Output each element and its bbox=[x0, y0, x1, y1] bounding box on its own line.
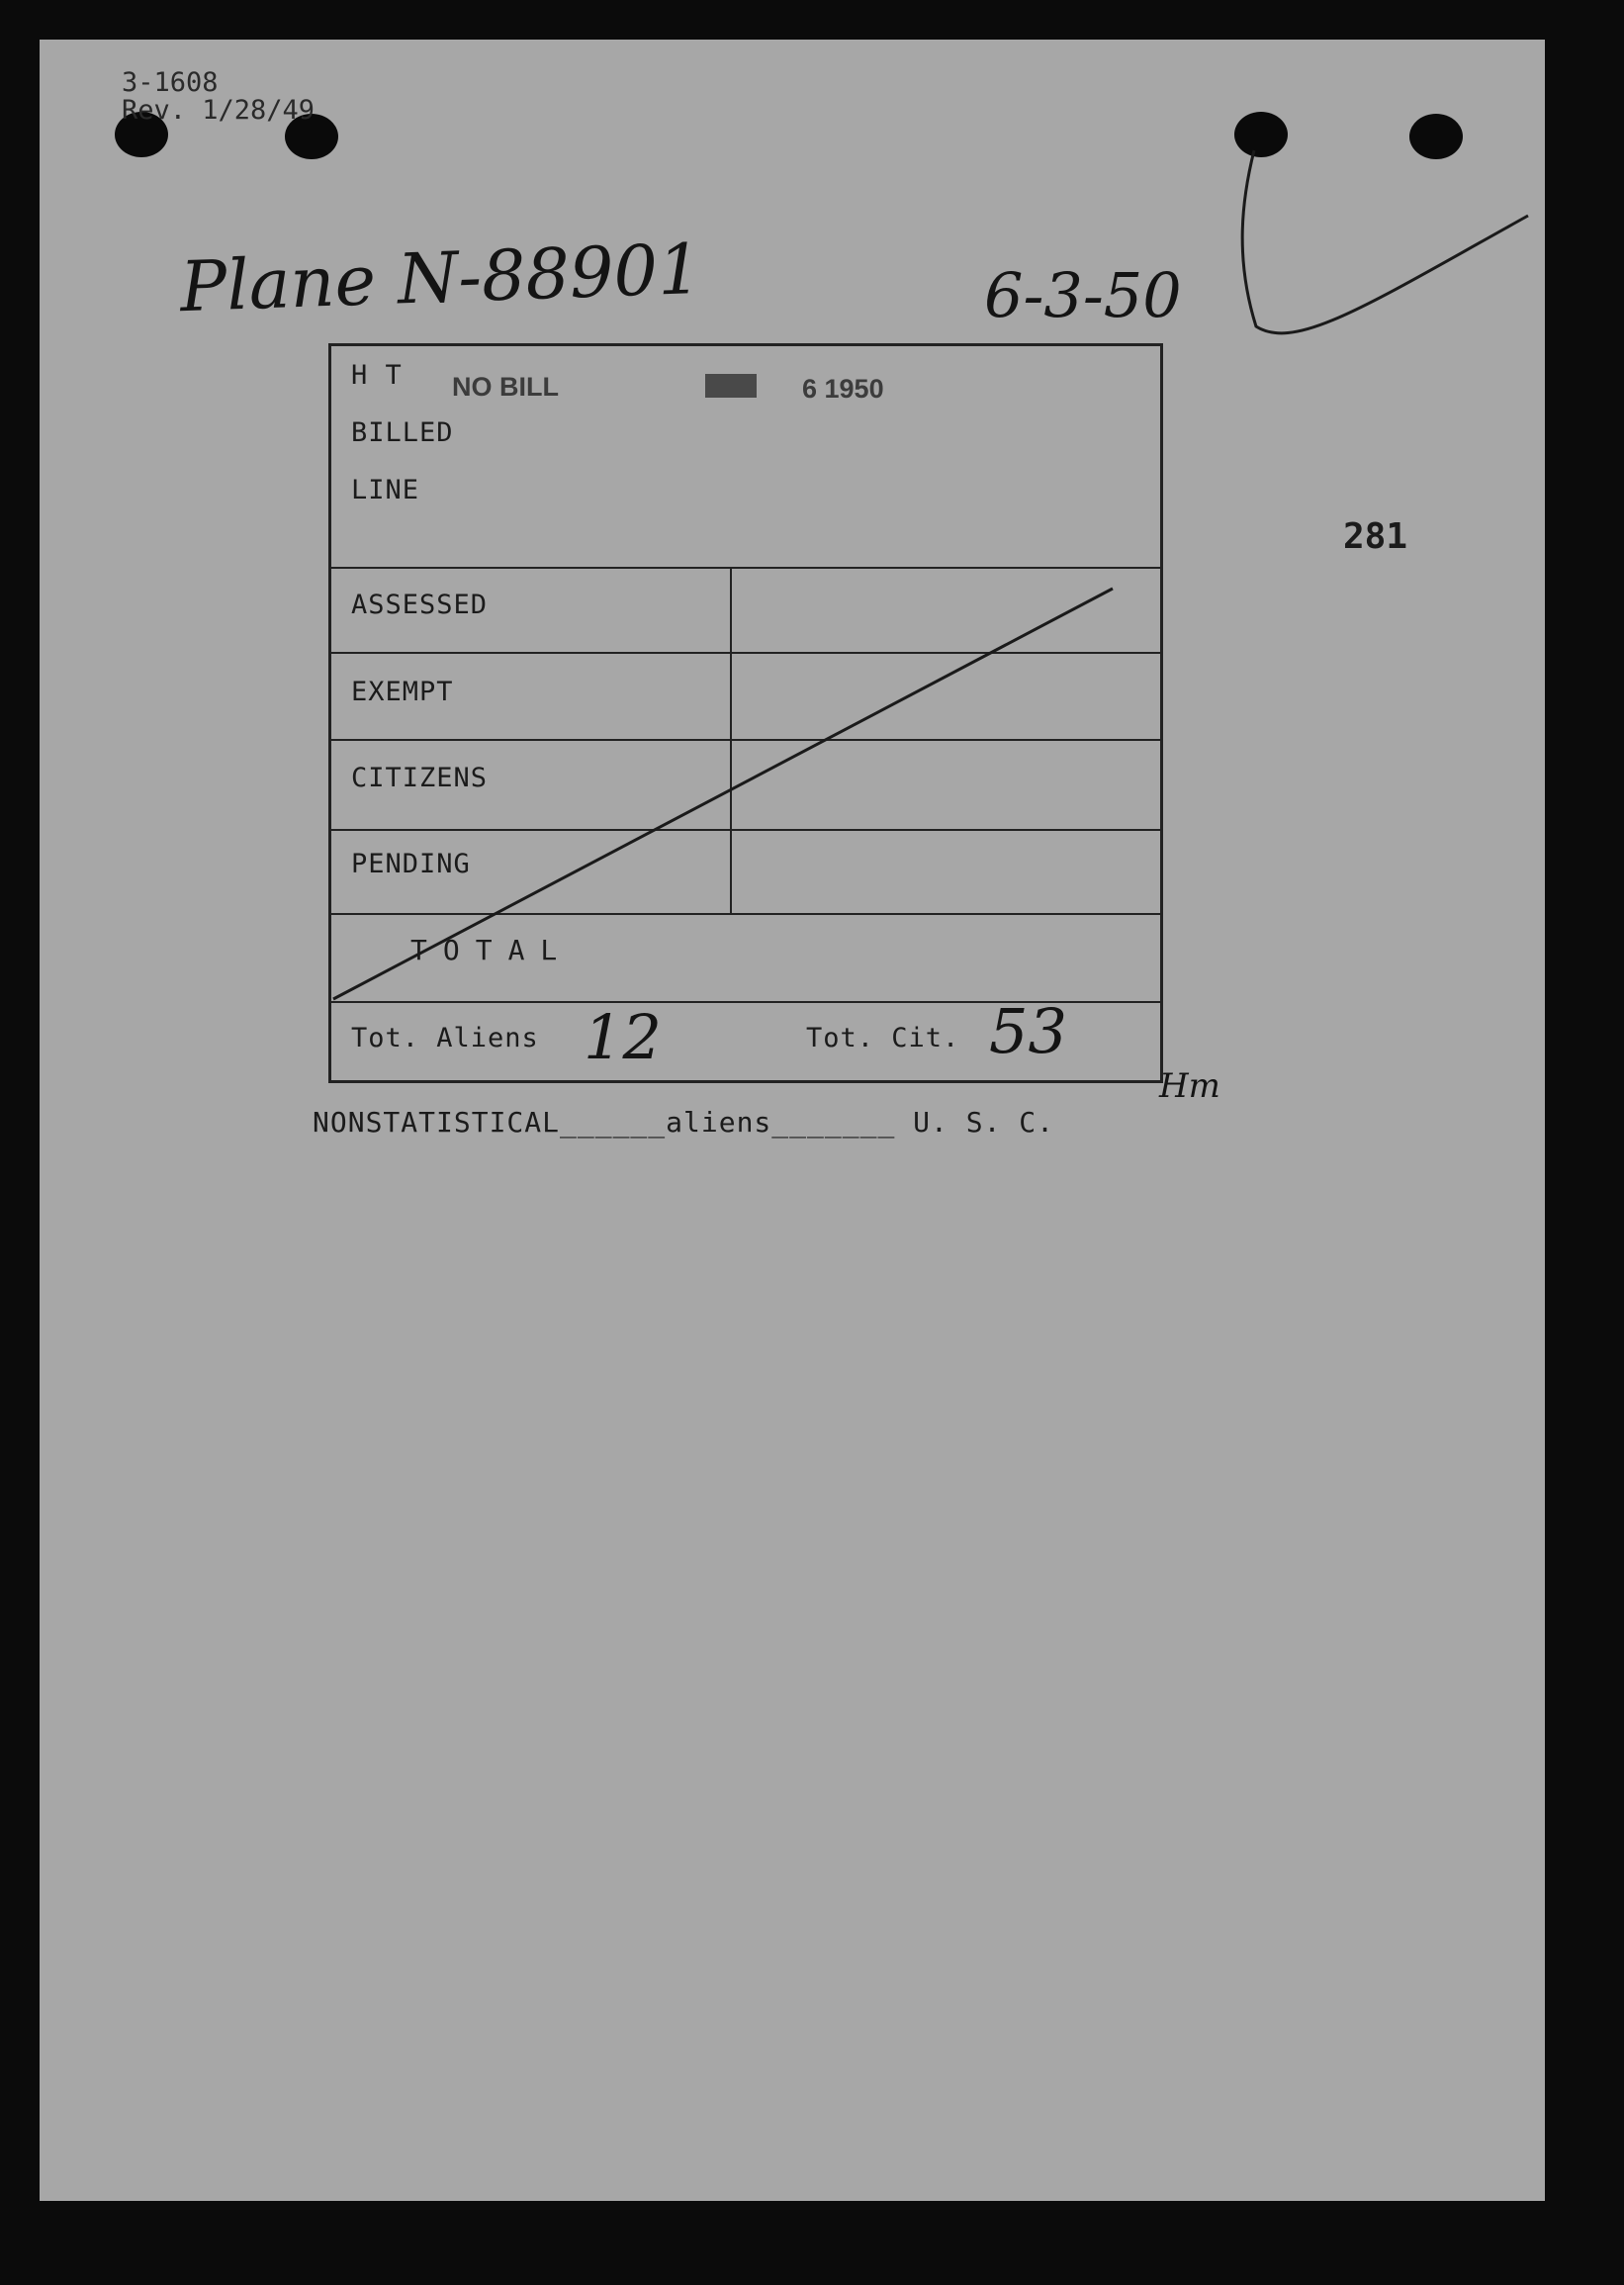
page-number: 281 bbox=[1343, 516, 1408, 557]
billed-label: BILLED bbox=[351, 417, 454, 448]
assessed-label: ASSESSED bbox=[351, 590, 489, 620]
exempt-label: EXEMPT bbox=[351, 677, 454, 707]
no-bill-stamp: NO BILL bbox=[452, 372, 559, 402]
tally-form bbox=[328, 343, 1163, 1083]
form-code: 3-1608 bbox=[122, 67, 219, 98]
form-revision: Rev. 1/28/49 bbox=[122, 95, 316, 126]
pen-stroke-corner bbox=[1226, 138, 1543, 346]
handwritten-aliens-total: 12 bbox=[584, 1001, 662, 1073]
date-stamp: 6 1950 bbox=[802, 374, 884, 404]
citizens-label: CITIZENS bbox=[351, 763, 489, 793]
tot-cit-label: Tot. Cit. bbox=[806, 1023, 960, 1053]
handwritten-initials: Hm bbox=[1159, 1066, 1220, 1106]
ht-label: H T bbox=[351, 360, 403, 391]
handwritten-date: 6-3-50 bbox=[984, 259, 1182, 331]
tot-aliens-label: Tot. Aliens bbox=[351, 1023, 539, 1053]
total-label: TOTAL bbox=[410, 934, 574, 966]
handwritten-plane-number: Plane N-88901 bbox=[178, 228, 703, 328]
strike-through-line bbox=[331, 346, 1166, 1086]
pending-label: PENDING bbox=[351, 849, 471, 879]
line-label: LINE bbox=[351, 475, 420, 505]
nonstatistical-line: NONSTATISTICAL______aliens_______ U. S. C. bbox=[313, 1106, 1055, 1139]
handwritten-citizens-total: 53 bbox=[989, 995, 1067, 1067]
